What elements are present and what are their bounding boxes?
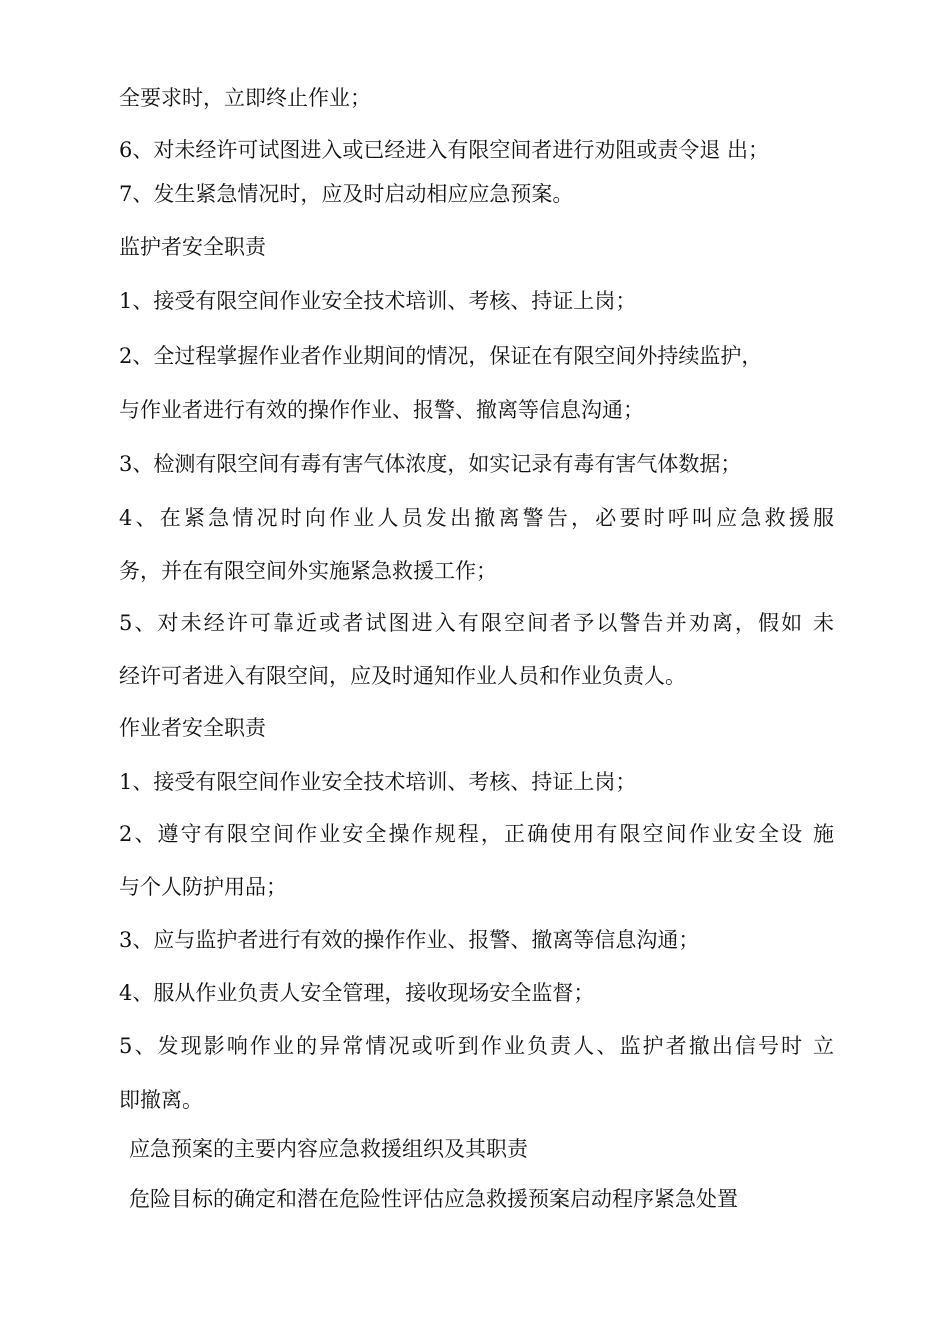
text-line: 4、在紧急情况时向作业人员发出撤离警告，必要时呼叫应急救援服 [119, 506, 834, 530]
text-line: 2、遵守有限空间作业安全操作规程，正确使用有限空间作业安全设 施 [119, 822, 834, 846]
text-line: 5、对未经许可靠近或者试图进入有限空间者予以警告并劝离，假如 未 [119, 611, 834, 635]
text-line: 经许可者进入有限空间，应及时通知作业人员和作业负责人。 [119, 664, 686, 688]
text-line: 与个人防护用品； [119, 875, 287, 899]
text-line: 即撤离。 [119, 1088, 203, 1112]
text-line: 应急预案的主要内容应急救援组织及其职责 [129, 1137, 528, 1161]
section-heading: 监护者安全职责 [119, 235, 266, 259]
text-line: 5、发现影响作业的异常情况或听到作业负责人、监护者撤出信号时 立 [119, 1034, 834, 1058]
text-line: 7、发生紧急情况时，应及时启动相应应急预案。 [119, 182, 574, 206]
text-line: 1、接受有限空间作业安全技术培训、考核、持证上岗； [119, 289, 637, 313]
text-line: 危险目标的确定和潜在危险性评估应急救援预案启动程序紧急处置 [129, 1187, 738, 1211]
text-line: 6、对未经许可试图进入或已经进入有限空间者进行劝阻或责令退 出； [119, 138, 770, 162]
text-line: 3、检测有限空间有毒有害气体浓度，如实记录有毒有害气体数据； [119, 452, 742, 476]
text-line: 4、服从作业负责人安全管理，接收现场安全监督； [119, 981, 595, 1005]
text-line: 1、接受有限空间作业安全技术培训、考核、持证上岗； [119, 770, 637, 794]
text-line: 务，并在有限空间外实施紧急救援工作； [119, 559, 497, 583]
text-line: 与作业者进行有效的操作作业、报警、撤离等信息沟通； [119, 398, 644, 422]
section-heading: 作业者安全职责 [119, 716, 266, 740]
text-line: 2、全过程掌握作业者作业期间的情况，保证在有限空间外持续监护， [119, 344, 763, 368]
text-line: 3、应与监护者进行有效的操作作业、报警、撤离等信息沟通； [119, 928, 700, 952]
text-line: 全要求时，立即终止作业； [119, 86, 371, 110]
